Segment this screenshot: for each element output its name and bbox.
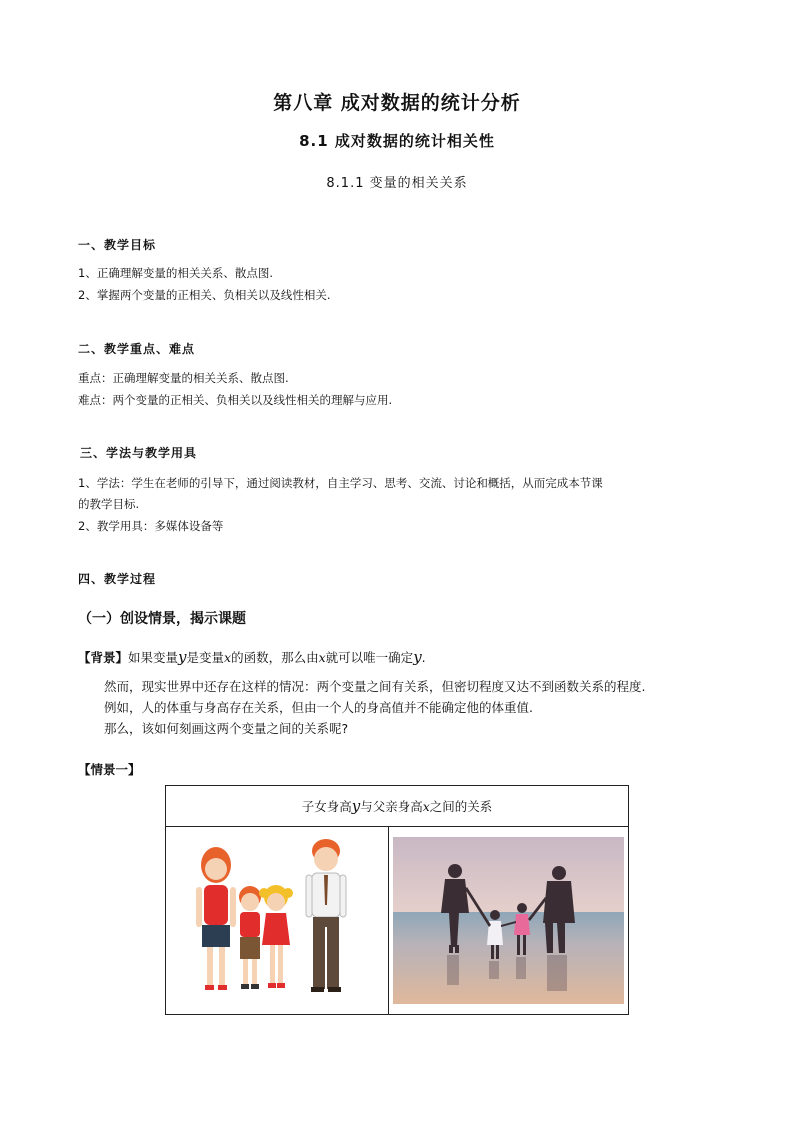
var-y: y (351, 797, 361, 815)
paragraph: 例如，人的体重与身高存在关系，但由一个人的身高值并不能确定他的体重值. (104, 700, 533, 715)
goal-item: 2、掌握两个变量的正相关、负相关以及线性相关. (78, 288, 331, 302)
key-points-heading: 二、教学重点、难点 (78, 342, 196, 356)
section-title: 8.1 成对数据的统计相关性 (299, 132, 495, 150)
father-figure (306, 839, 346, 992)
scene-table (165, 785, 629, 1015)
var-x: x (224, 650, 232, 665)
teaching-goals-heading: 一、教学目标 (78, 238, 157, 252)
background-line: 【背景】如果变量y是变量x的函数，那么由x就可以唯一确定y. (78, 648, 426, 666)
subsection-title: 8.1.1 变量的相关关系 (326, 176, 468, 191)
family-cartoon-image (166, 827, 388, 1014)
var-x: x (318, 650, 326, 665)
family-cartoon-svg (166, 827, 388, 1014)
scene-label: 【情景一】 (78, 762, 141, 777)
key-point-item: 难点：两个变量的正相关、负相关以及线性相关的理解与应用. (78, 393, 393, 407)
process-subheading: （一）创设情景，揭示课题 (78, 611, 246, 627)
key-point-item: 重点：正确理解变量的相关关系、散点图. (78, 371, 289, 385)
methods-heading: 三、学法与教学用具 (80, 446, 198, 460)
beach-photo-svg (389, 827, 628, 1014)
girl-figure (259, 885, 293, 988)
process-heading: 四、教学过程 (78, 572, 157, 586)
beach-photo-image (389, 827, 628, 1014)
paragraph: 那么，该如何刻画这两个变量之间的关系呢? (104, 721, 349, 736)
method-item: 的教学目标. (78, 497, 140, 511)
goal-item: 1、正确理解变量的相关关系、散点图. (78, 266, 273, 280)
var-y: y (178, 648, 187, 666)
paragraph: 然而，现实世界中还存在这样的情况：两个变量之间有关系，但密切程度又达不到函数关系的程度. (104, 679, 646, 694)
boy-figure (239, 886, 261, 989)
var-x: x (422, 799, 430, 814)
method-item: 2、教学用具：多媒体设备等 (78, 519, 224, 533)
background-label: 【背景】 (78, 650, 129, 665)
table-caption: 子女身高y与父亲身高x之间的关系 (166, 786, 628, 827)
chapter-title: 第八章 成对数据的统计分析 (273, 92, 521, 114)
mother-figure (196, 847, 236, 990)
var-y: y (413, 648, 422, 666)
method-item: 1、学法：学生在老师的引导下，通过阅读教材，自主学习、思考、交流、讨论和概括，从而完成本节课 (78, 476, 603, 490)
